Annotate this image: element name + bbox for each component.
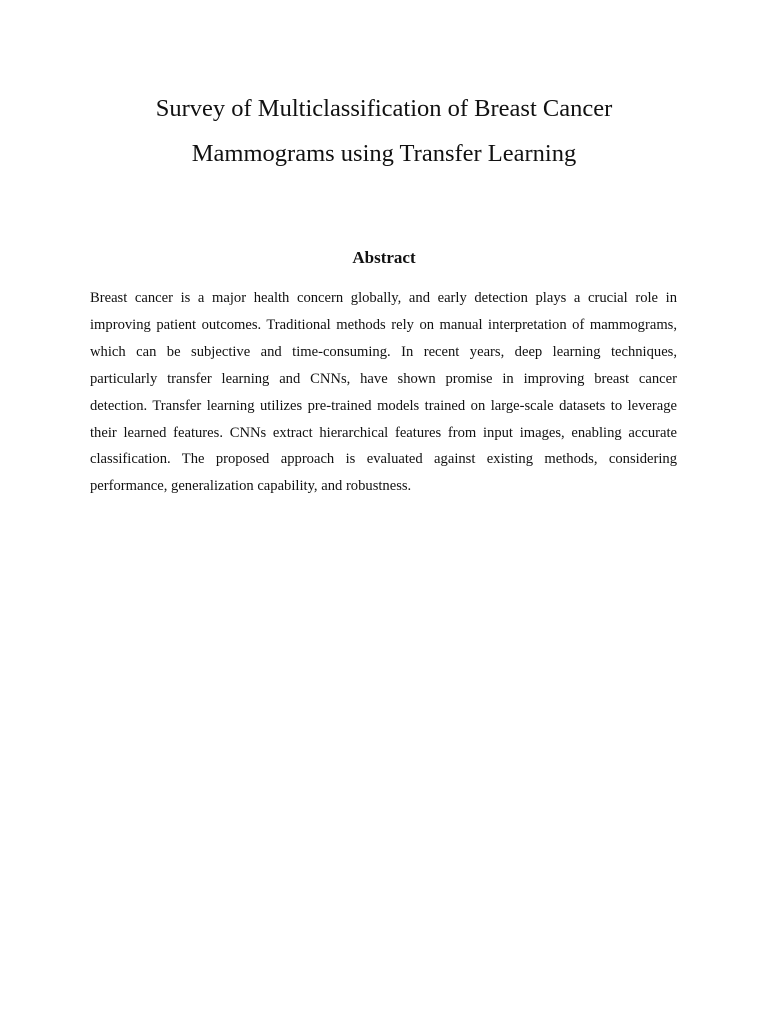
abstract-line: performance, generalization capability, and robustness.	[90, 478, 412, 495]
abstract-line: improving patient outcomes. Traditional methods rely on manual interpretation of mammograms,	[90, 316, 677, 333]
paper-title-line: Mammograms using Transfer Learning	[191, 140, 577, 167]
abstract-line: Breast cancer is a major health concern globally, and early detection plays a crucial role in	[90, 290, 677, 306]
abstract-line: particularly transfer learning and CNNs, have shown promise in improving breast cancer	[90, 370, 677, 387]
abstract-line: which can be subjective and time-consuming. In recent years, deep learning techniques,	[90, 343, 677, 360]
abstract-heading: Abstract	[352, 248, 416, 267]
paper-title	[40, 86, 728, 176]
abstract-line: detection. Transfer learning utilizes pre-trained models trained on large-scale datasets to leverage	[90, 397, 677, 414]
abstract-line: classification. The proposed approach is evaluated against existing methods, considering	[90, 451, 677, 468]
abstract-paragraph	[90, 285, 677, 500]
abstract-line: their learned features. CNNs extract hierarchical features from input images, enabling accurate	[90, 424, 677, 441]
paper-title-line: Survey of Multiclassification of Breast Cancer	[155, 95, 613, 122]
